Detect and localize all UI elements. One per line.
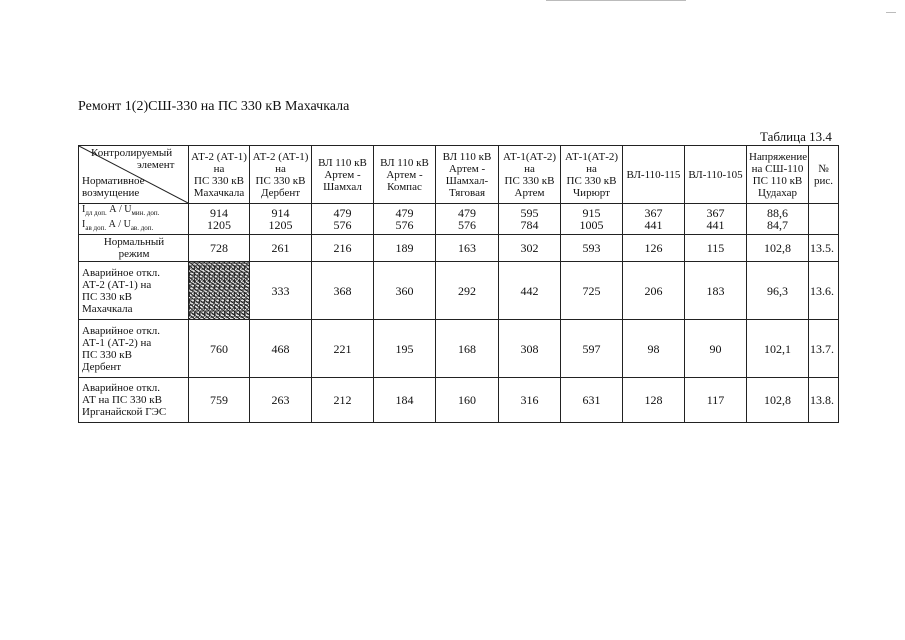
limit-cell bbox=[747, 204, 809, 235]
limit-cell bbox=[561, 204, 623, 235]
column-header-line: ВЛ-110-105 bbox=[688, 168, 743, 181]
column-header-line: Дербент bbox=[260, 186, 301, 199]
value-cell: 221 bbox=[312, 320, 374, 378]
column-header-line: № bbox=[818, 162, 829, 175]
column-header bbox=[250, 146, 312, 204]
value-cell: 128 bbox=[623, 378, 685, 423]
limit-value: 576 bbox=[395, 218, 414, 232]
value-cell: 631 bbox=[561, 378, 623, 423]
value-cell: 90 bbox=[685, 320, 747, 378]
column-header bbox=[623, 146, 685, 204]
value-cell: 184 bbox=[374, 378, 436, 423]
column-header-line: АТ-2 (АТ-1) bbox=[191, 150, 247, 163]
figure-number: 13.6. bbox=[809, 262, 839, 320]
value-cell: 168 bbox=[436, 320, 499, 378]
limit-value: 88,6 bbox=[767, 206, 788, 220]
limit-cell bbox=[312, 204, 374, 235]
limits-row bbox=[79, 204, 839, 235]
row-label-line: ПС 330 кВ bbox=[82, 348, 132, 361]
value-cell: 102,8 bbox=[747, 235, 809, 262]
limit-value: 441 bbox=[706, 218, 725, 232]
value-cell: 216 bbox=[312, 235, 374, 262]
column-header-line: Компас bbox=[387, 180, 422, 193]
column-header-line: Махачкала bbox=[193, 186, 245, 199]
value-cell: 725 bbox=[561, 262, 623, 320]
row-label-line: АТ-2 (АТ-1) на bbox=[82, 278, 152, 291]
limit-value: 595 bbox=[520, 206, 539, 220]
limits-label: $I_{дл доп.}$ А / $U_{мин. доп.}$ $I_{ав доп.}$ А / $U_{ав. доп.}$ bbox=[79, 204, 189, 235]
limit-cell bbox=[685, 204, 747, 235]
column-header-line: ПС 330 кВ bbox=[255, 174, 306, 187]
column-header bbox=[436, 146, 499, 204]
limit-value: 84,7 bbox=[767, 218, 788, 232]
column-header-line: АТ-1(АТ-2) bbox=[502, 150, 557, 163]
value-cell: 759 bbox=[189, 378, 250, 423]
value-cell: 189 bbox=[374, 235, 436, 262]
row-label bbox=[79, 262, 189, 320]
column-header-line: ВЛ 110 кВ bbox=[318, 156, 367, 169]
row-label bbox=[79, 378, 189, 423]
column-header-line: АТ-1(АТ-2) bbox=[564, 150, 619, 163]
limit-value: 915 bbox=[582, 206, 601, 220]
column-header-line: ВЛ 110 кВ bbox=[442, 150, 492, 163]
limit-cell bbox=[374, 204, 436, 235]
column-header bbox=[189, 146, 250, 204]
column-header-line: Тяговая bbox=[448, 186, 486, 199]
column-header-line: Шамхал bbox=[323, 180, 362, 193]
row-label-line: Ирганайской ГЭС bbox=[82, 406, 167, 418]
column-header-line: Напряжение bbox=[749, 150, 808, 163]
corner-label: возмущение bbox=[82, 187, 140, 199]
value-cell: 593 bbox=[561, 235, 623, 262]
value-cell: 261 bbox=[250, 235, 312, 262]
limit-cell bbox=[250, 204, 312, 235]
limit-value: 367 bbox=[706, 206, 725, 220]
limit-value: 479 bbox=[458, 206, 476, 220]
value-cell: 597 bbox=[561, 320, 623, 378]
column-header bbox=[499, 146, 561, 204]
row-label bbox=[79, 320, 189, 378]
column-header-line: Артем - bbox=[386, 168, 423, 181]
column-header-line: АТ-2 (АТ-1) bbox=[252, 150, 309, 163]
value-cell: 117 bbox=[685, 378, 747, 423]
row-label-line: Нормальный bbox=[103, 236, 165, 248]
column-header bbox=[685, 146, 747, 204]
row-label-line: АТ на ПС 330 кВ bbox=[82, 394, 162, 406]
column-header-line: рис. bbox=[813, 174, 834, 187]
limit-cell bbox=[189, 204, 250, 235]
column-header-line: Артем bbox=[514, 186, 545, 199]
column-header bbox=[561, 146, 623, 204]
column-header-line: на СШ-110 bbox=[751, 162, 804, 175]
value-cell: 728 bbox=[189, 235, 250, 262]
value-cell: 468 bbox=[250, 320, 312, 378]
column-header-line: Артем - bbox=[324, 168, 361, 181]
column-header-line: на bbox=[275, 162, 286, 175]
column-header bbox=[312, 146, 374, 204]
value-cell: 206 bbox=[623, 262, 685, 320]
column-header bbox=[747, 146, 809, 204]
value-cell: 302 bbox=[499, 235, 561, 262]
row-label-line: Дербент bbox=[82, 360, 122, 373]
value-cell: 333 bbox=[250, 262, 312, 320]
table-row bbox=[79, 235, 839, 262]
figure-number: 13.7. bbox=[809, 320, 839, 378]
row-label-line: Махачкала bbox=[82, 302, 133, 315]
limit-value: 479 bbox=[395, 206, 414, 220]
value-cell: 308 bbox=[499, 320, 561, 378]
limit-value: 1205 bbox=[207, 218, 231, 232]
column-header-line: Шамхал- bbox=[445, 174, 489, 187]
value-cell: 263 bbox=[250, 378, 312, 423]
header-row bbox=[79, 146, 839, 204]
corner-label: элемент bbox=[137, 159, 175, 171]
row-label-line: Аварийное откл. bbox=[82, 266, 161, 279]
table-number: Таблица 13.4 bbox=[760, 129, 832, 144]
column-header-line: на bbox=[586, 162, 597, 175]
row-label-line: АТ-1 (АТ-2) на bbox=[82, 336, 152, 349]
value-cell: 195 bbox=[374, 320, 436, 378]
limit-value: 914 bbox=[271, 206, 290, 220]
value-cell: 360 bbox=[374, 262, 436, 320]
value-cell: 102,1 bbox=[747, 320, 809, 378]
limit-value: 1205 bbox=[268, 218, 293, 232]
top-edge-mark bbox=[546, 0, 686, 1]
limit-value: 576 bbox=[333, 218, 352, 232]
limit-fig-cell bbox=[809, 204, 839, 235]
figure-number: 13.8. bbox=[809, 378, 839, 423]
value-cell: 760 bbox=[189, 320, 250, 378]
value-cell: 160 bbox=[436, 378, 499, 423]
table-row bbox=[79, 378, 839, 423]
value-cell: 316 bbox=[499, 378, 561, 423]
value-cell: 126 bbox=[623, 235, 685, 262]
value-cell: 115 bbox=[685, 235, 747, 262]
column-header-line: на bbox=[213, 162, 225, 175]
value-cell: 292 bbox=[436, 262, 499, 320]
value-cell: 183 bbox=[685, 262, 747, 320]
column-header-line: Чирюрт bbox=[573, 186, 610, 199]
column-header bbox=[809, 146, 839, 204]
column-header-line: ПС 330 кВ bbox=[194, 174, 244, 187]
limit-value: 914 bbox=[210, 206, 228, 220]
column-header-line: Цудахар bbox=[758, 186, 797, 199]
corner-label: Контролируемый bbox=[91, 147, 173, 159]
limit-cell bbox=[436, 204, 499, 235]
column-header-line: ВЛ 110 кВ bbox=[380, 156, 429, 169]
top-edge-mark bbox=[886, 12, 896, 13]
row-label-line: ПС 330 кВ bbox=[82, 290, 132, 303]
page-title: Ремонт 1(2)СШ-330 на ПС 330 кВ Махачкала bbox=[78, 99, 350, 114]
limit-value: 441 bbox=[644, 218, 663, 232]
limit-value: 576 bbox=[458, 218, 476, 232]
value-cell: 98 bbox=[623, 320, 685, 378]
value-cell: 102,8 bbox=[747, 378, 809, 423]
limit-value: 784 bbox=[520, 218, 539, 232]
table-row bbox=[79, 320, 839, 378]
redacted-cell bbox=[189, 262, 250, 320]
limit-cell bbox=[623, 204, 685, 235]
column-header-line: ПС 110 кВ bbox=[752, 174, 803, 187]
row-label-line: Аварийное откл. bbox=[82, 382, 161, 394]
corner-label: Нормативное bbox=[82, 175, 145, 187]
scan-noise bbox=[189, 262, 249, 319]
column-header-line: ПС 330 кВ bbox=[504, 174, 555, 187]
limit-value: 367 bbox=[644, 206, 663, 220]
row-label-line: Аварийное откл. bbox=[82, 324, 161, 337]
value-cell: 368 bbox=[312, 262, 374, 320]
limit-cell bbox=[499, 204, 561, 235]
results-table bbox=[78, 145, 839, 423]
value-cell: 212 bbox=[312, 378, 374, 423]
limit-value: 479 bbox=[333, 206, 352, 220]
column-header-line: ВЛ-110-115 bbox=[626, 168, 681, 181]
row-label bbox=[79, 235, 189, 262]
column-header-line: на bbox=[524, 162, 535, 175]
table-row bbox=[79, 262, 839, 320]
column-header-line: ПС 330 кВ bbox=[566, 174, 617, 187]
corner-cell bbox=[79, 146, 189, 204]
value-cell: 96,3 bbox=[747, 262, 809, 320]
value-cell: 442 bbox=[499, 262, 561, 320]
figure-number: 13.5. bbox=[809, 235, 839, 262]
column-header-line: Артем - bbox=[448, 162, 486, 175]
row-label-line: режим bbox=[118, 248, 150, 260]
value-cell: 163 bbox=[436, 235, 499, 262]
limit-value: 1005 bbox=[579, 218, 604, 232]
column-header bbox=[374, 146, 436, 204]
